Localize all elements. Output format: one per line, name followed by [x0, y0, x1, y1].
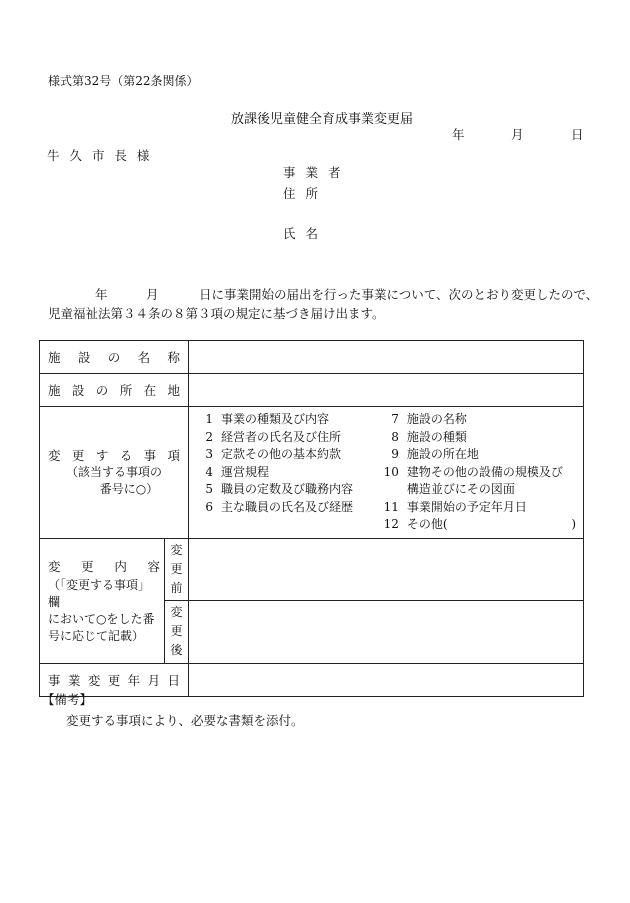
- change-items-label-cell: [40, 407, 189, 539]
- intro-year: 年: [95, 287, 108, 302]
- before-label: 変 更 前: [165, 538, 189, 600]
- change-item-text: 運営規程: [221, 464, 270, 479]
- change-item-text: 主な職員の氏名及び経歴: [221, 499, 354, 514]
- change-item-number: 10: [383, 464, 399, 479]
- change-item-text: 施設の種類: [406, 429, 467, 444]
- document-title: 放課後児童健全育成事業変更届: [231, 112, 414, 127]
- change-item-text: 定款その他の基本約款: [221, 447, 342, 461]
- change-item-number: 12: [383, 517, 399, 531]
- change-item-text: 施設の所在地: [406, 447, 479, 461]
- change-item: [195, 446, 377, 464]
- change-item-number: 2: [205, 429, 214, 444]
- change-item: [381, 516, 577, 534]
- change-item: [195, 429, 377, 447]
- change-item-number: 8: [391, 429, 399, 444]
- change-item-number: 9: [391, 447, 399, 461]
- change-date-label: 事業変更年月日: [40, 663, 189, 696]
- items-left-column: [195, 411, 377, 516]
- form-table: [39, 340, 584, 697]
- change-item-number: 1: [205, 412, 214, 426]
- change-items-list: [189, 407, 584, 539]
- form-number: 様式第32号（第22条関係）: [48, 74, 199, 88]
- change-item-text: その他( ): [406, 517, 577, 531]
- addressee: 牛 久 市 長 様: [47, 148, 153, 163]
- row-facility-name: [40, 341, 584, 374]
- before-field[interactable]: [189, 538, 584, 600]
- change-item: [381, 446, 577, 464]
- change-items-note2: 番号に○）: [99, 482, 159, 497]
- date-year: 年: [452, 127, 465, 142]
- facility-location-label: 施設の所在地: [40, 374, 189, 407]
- facility-name-field[interactable]: [189, 341, 584, 374]
- after-field[interactable]: [189, 600, 584, 663]
- facility-name-label: 施設の名称: [40, 341, 189, 374]
- change-item-number: 6: [205, 499, 214, 514]
- change-items-label: 変更する事項: [48, 448, 181, 464]
- address-label: 住 所: [283, 186, 321, 201]
- change-content-label: 変更内容: [48, 558, 160, 574]
- change-item-text: 職員の定数及び職務内容: [221, 482, 354, 496]
- operator-label: 事 業 者: [283, 165, 344, 180]
- row-change-items: [40, 407, 584, 539]
- intro-line1: 日に事業開始の届出を行った事業について、次のとおり変更したので、: [199, 287, 599, 302]
- change-item: [381, 429, 577, 447]
- change-item: [381, 411, 577, 429]
- change-item-text: 構造並びにその図面: [406, 482, 515, 496]
- change-content-note2: において○をした番: [48, 611, 155, 626]
- facility-location-field[interactable]: [189, 374, 584, 407]
- change-items-note1: （該当する事項の: [66, 465, 163, 480]
- row-facility-location: [40, 374, 584, 407]
- name-label: 氏 名: [283, 226, 321, 241]
- change-item-text: 経営者の氏名及び住所: [221, 429, 342, 444]
- change-item: [381, 464, 577, 482]
- change-item-text: 事業の種類及び内容: [221, 412, 330, 426]
- after-label: 変 更 後: [165, 600, 189, 663]
- change-item-number: 3: [205, 447, 214, 461]
- change-item-text: 建物その他の設備の規模及び: [406, 464, 563, 479]
- change-item-text: 施設の名称: [406, 412, 467, 426]
- row-change-date: [40, 663, 584, 696]
- change-item-number: 7: [391, 412, 399, 426]
- change-content-note3: 号に応じて記載）: [48, 628, 145, 643]
- change-item: [195, 481, 377, 499]
- change-date-field[interactable]: [189, 663, 584, 696]
- change-content-label-cell: [40, 538, 165, 663]
- row-change-before: [40, 538, 584, 600]
- change-item: [195, 411, 377, 429]
- intro-line2: 児童福祉法第３４条の８第３項の規定に基づき届け出ます。: [48, 306, 385, 321]
- change-item: [381, 481, 577, 499]
- change-item: [195, 464, 377, 482]
- change-item-number: 5: [205, 482, 214, 496]
- date-month: 月: [511, 127, 524, 142]
- change-content-note1: （「変更する事項」欄: [48, 577, 151, 609]
- change-item: [195, 499, 377, 517]
- remarks-text: 変更する事項により、必要な書類を添付。: [66, 713, 304, 728]
- change-item-number: 11: [383, 499, 399, 514]
- change-item: [381, 499, 577, 517]
- items-right-column: [381, 411, 577, 534]
- date-day: 日: [571, 127, 584, 142]
- change-item-number: 4: [205, 464, 214, 479]
- intro-month: 月: [146, 287, 159, 302]
- remarks-label: 【備考】: [42, 692, 93, 707]
- change-item-text: 事業開始の予定年月日: [406, 499, 527, 514]
